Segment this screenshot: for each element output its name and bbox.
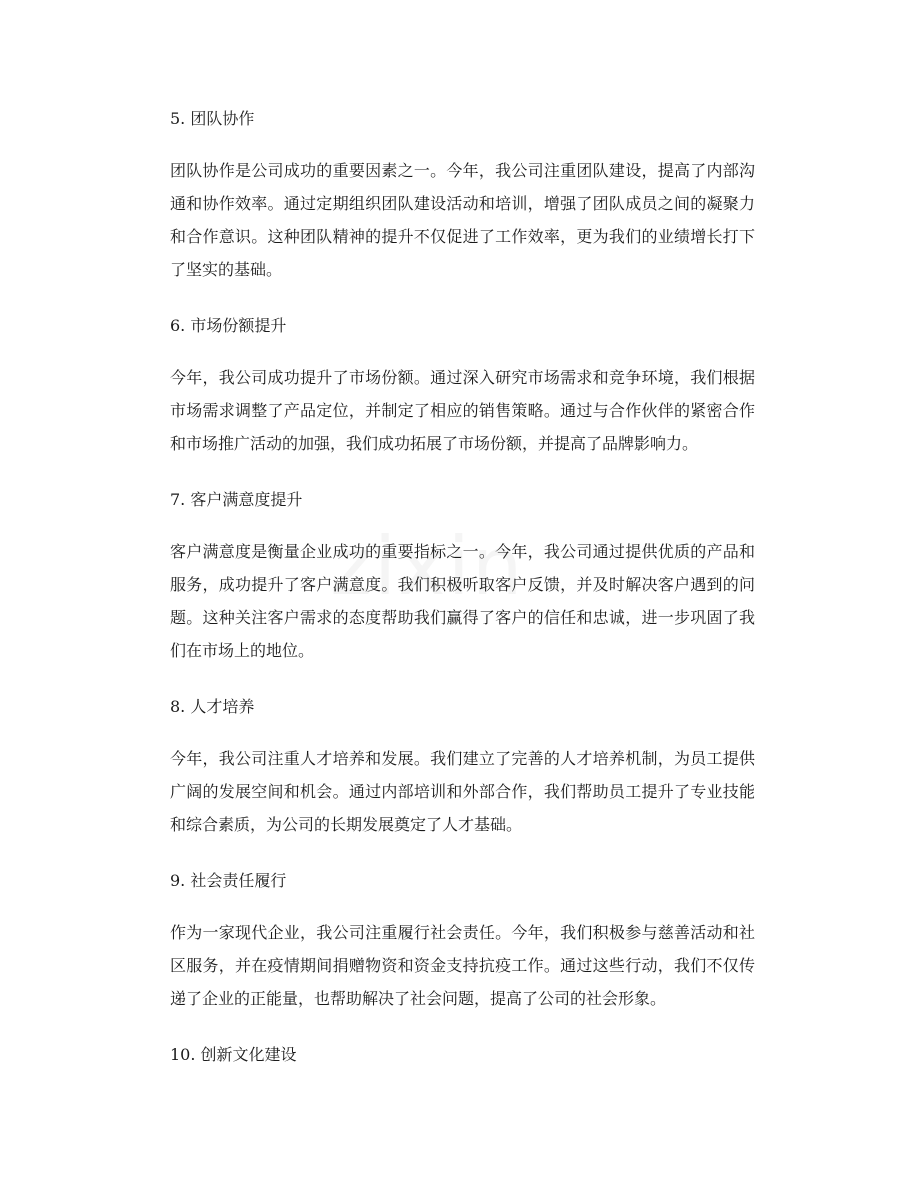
document-content [170, 104, 755, 1070]
section-talent-development [170, 692, 755, 866]
section-innovation-culture [170, 1040, 755, 1070]
section-heading: 6. 市场份额提升 [170, 316, 287, 335]
section-paragraph: 今年，我公司注重人才培养和发展。我们建立了完善的人才培养机制，为员工提供广阔的发展空间和机会。通过内部培训和外部合作，我们帮助员工提升了专业技能和综合素质，为公司的长期发展奠定了人才基础。 [170, 749, 755, 834]
section-heading: 9. 社会责任履行 [170, 871, 287, 890]
section-customer-satisfaction [170, 485, 755, 692]
section-paragraph: 团队协作是公司成功的重要因素之一。今年，我公司注重团队建设，提高了内部沟通和协作效率。通过定期组织团队建设活动和培训，增强了团队成员之间的凝聚力和合作意识。这种团队精神的提升不仅促进了工作效率，更为我们的业绩增长打下了坚实的基础。 [170, 161, 755, 279]
section-heading: 10. 创新文化建设 [170, 1045, 297, 1064]
section-heading: 5. 团队协作 [170, 109, 255, 128]
section-heading: 7. 客户满意度提升 [170, 490, 303, 509]
section-heading: 8. 人才培养 [170, 697, 255, 716]
section-paragraph: 客户满意度是衡量企业成功的重要指标之一。今年，我公司通过提供优质的产品和服务，成功提升了客户满意度。我们积极听取客户反馈，并及时解决客户遇到的问题。这种关注客户需求的态度帮助我们赢得了客户的信任和忠诚，进一步巩固了我们在市场上的地位。 [170, 542, 755, 660]
section-paragraph: 今年，我公司成功提升了市场份额。通过深入研究市场需求和竞争环境，我们根据市场需求调整了产品定位，并制定了相应的销售策略。通过与合作伙伴的紧密合作和市场推广活动的加强，我们成功拓展了市场份额，并提高了品牌影响力。 [170, 368, 755, 453]
section-team-collaboration [170, 104, 755, 311]
section-market-share [170, 311, 755, 485]
section-social-responsibility [170, 866, 755, 1040]
section-paragraph: 作为一家现代企业，我公司注重履行社会责任。今年，我们积极参与慈善活动和社区服务，并在疫情期间捐赠物资和资金支持抗疫工作。通过这些行动，我们不仅传递了企业的正能量，也帮助解决了社会问题，提高了公司的社会形象。 [170, 923, 755, 1008]
